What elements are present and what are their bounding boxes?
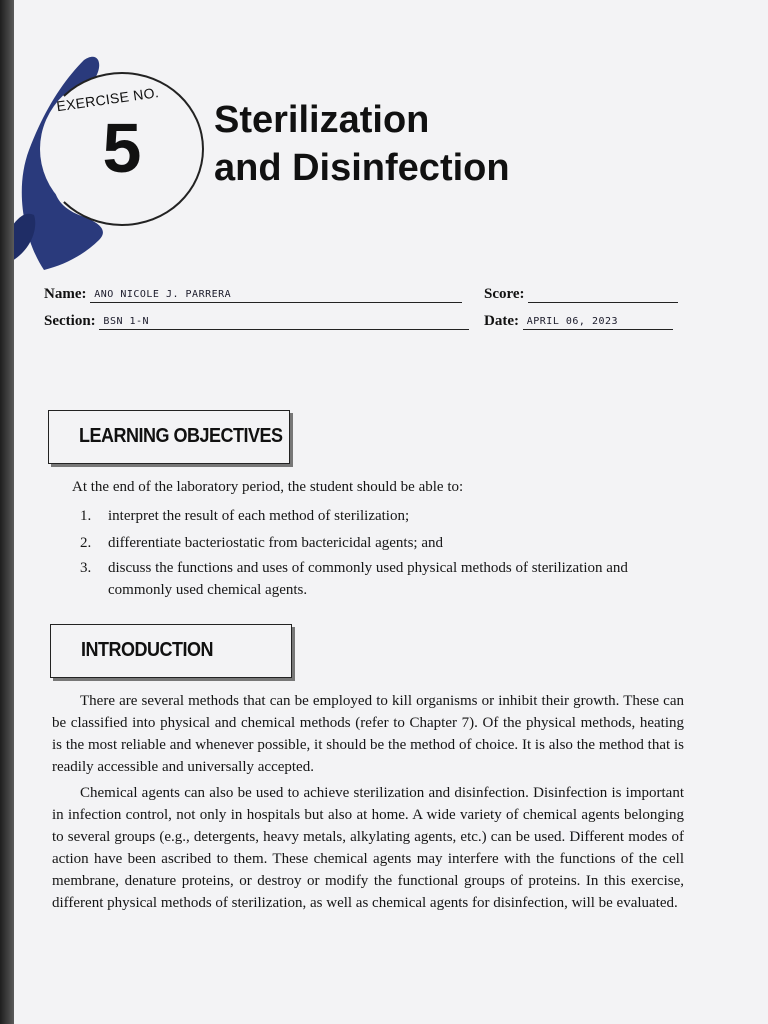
introduction-paragraph-2: Chemical agents can also be used to achieve sterilization and disinfection. Disinfection is important in infection control, not only in hospitals but also at home. A wide variety of chemical agents belonging to several groups (e.g., detergents, heavy metals, alkylating agents, etc.) can be used. Different modes of action have been ascribed to them. These chemical agents may interfere with the functions of the cell membrane, denature proteins, or destroy or modify the functional groups of proteins. In this exercise, different physical methods of sterilization, as well as chemical agents for disinfection, will be evaluated. — [52, 785, 684, 911]
section-line[interactable] — [99, 313, 469, 330]
score-field — [484, 286, 678, 303]
name-field — [44, 286, 462, 303]
date-line[interactable] — [523, 313, 673, 330]
objective-text: differentiate bacteriostatic from bactericidal agents; and — [108, 535, 443, 551]
objective-number: 2. — [80, 535, 92, 551]
objective-item — [80, 506, 700, 526]
objective-number: 3. — [80, 560, 92, 576]
objective-text-line-2: commonly used chemical agents. — [108, 582, 308, 598]
title-line-1: Sterilization — [214, 99, 430, 141]
learning-objectives-heading-box — [48, 410, 290, 464]
objective-text-line-1: discuss the functions and uses of commonly used physical methods of sterilization and — [108, 560, 628, 576]
date-label: Date: — [484, 313, 519, 329]
exercise-label: EXERCISE NO. — [55, 84, 160, 115]
objective-text: interpret the result of each method of sterilization; — [108, 508, 410, 524]
score-label: Score: — [484, 286, 525, 302]
section-label: Section: — [44, 313, 96, 329]
objectives-intro: At the end of the laboratory period, the student should be able to: — [72, 479, 464, 495]
objective-number: 1. — [80, 508, 92, 524]
document-page — [14, 0, 768, 1024]
exercise-number: 5 — [102, 109, 142, 187]
page-title — [214, 96, 634, 192]
page-edge-shadow — [0, 0, 14, 1024]
introduction-heading: INTRODUCTION — [81, 637, 213, 661]
score-line[interactable] — [528, 286, 678, 303]
name-value: ANO NICOLE J. PARRERA — [94, 289, 232, 300]
learning-objectives-heading: LEARNING OBJECTIVES — [79, 423, 283, 447]
section-field — [44, 313, 469, 330]
objective-item — [80, 558, 720, 602]
name-label: Name: — [44, 286, 87, 302]
title-line-2: and Disinfection — [214, 147, 510, 189]
section-value: BSN 1-N — [103, 316, 150, 327]
introduction-heading-box — [50, 624, 292, 678]
name-line[interactable] — [90, 286, 462, 303]
objective-item — [80, 533, 700, 553]
date-field — [484, 313, 673, 330]
introduction-paragraph-1: There are several methods that can be employed to kill organisms or inhibit their growth. These can be classified into physical and chemical methods (refer to Chapter 7). Of the physical methods, heating is the most reliable and whenever possible, it should be the method of choice. It is also the method that is readily accessible and universally accepted. — [52, 693, 684, 775]
date-value: APRIL 06, 2023 — [526, 316, 619, 327]
